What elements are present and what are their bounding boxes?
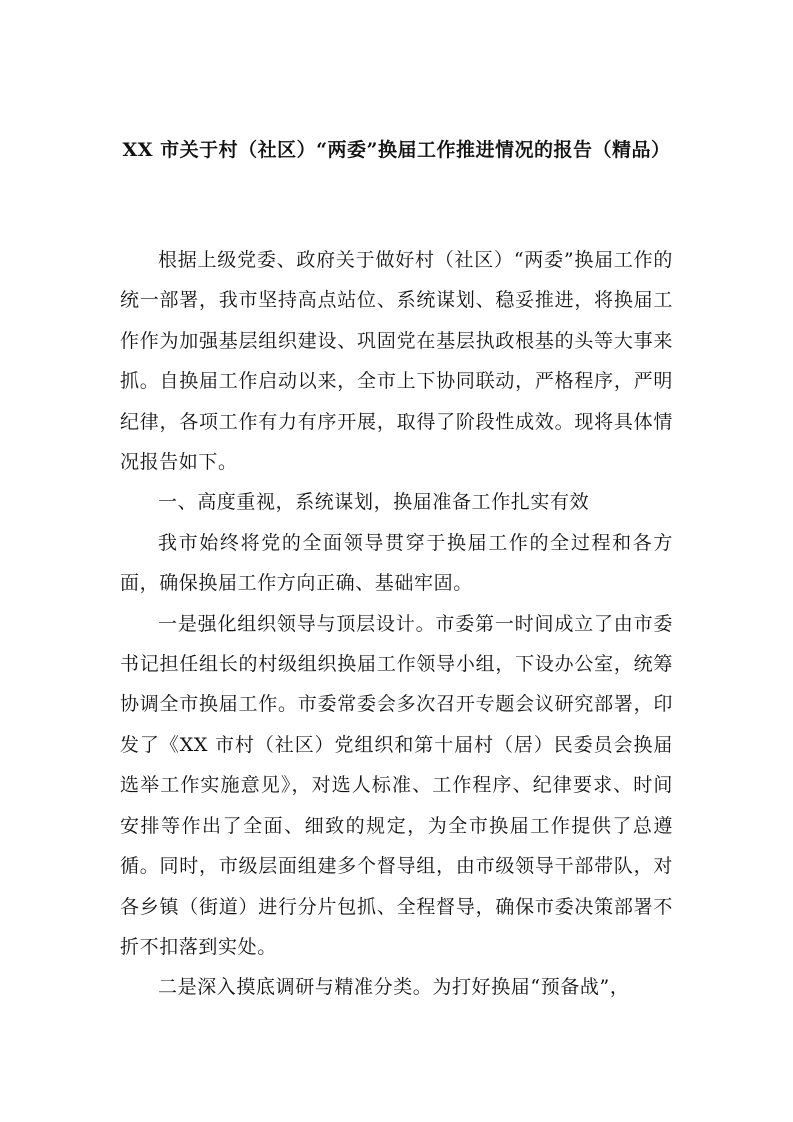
document-title: XX 市关于村（社区）“两委”换届工作推进情况的报告（精品） [122, 139, 671, 161]
document-body [120, 240, 673, 1008]
paragraph-intro: 根据上级党委、政府关于做好村（社区）“两委”换届工作的统一部署，我市坚持高点站位、系统谋划、稳妥推进，将换届工作作为加强基层组织建设、巩固党在基层执政根基的头等大事来抓。自换届工作启动以来，全市上下协同联动，严格程序，严明纪律，各项工作有力有序开展，取得了阶段性成效。现将具体情况报告如下。 [120, 249, 673, 474]
paragraph-section-1-intro: 我市始终将党的全面领导贯穿于换届工作的全过程和各方面，确保换届工作方向正确、基础牢固。 [120, 531, 673, 595]
paragraph-point-1: 一是强化组织领导与顶层设计。市委第一时间成立了由市委书记担任组长的村级组织换届工作领导小组，下设办公室，统筹协调全市换届工作。市委常委会多次召开专题会议研究部署，印发了《XX 市村（社区）党组织和第十届村（居）民委员会换届选举工作实施意见》，对选人标准、工作程序、纪律要求、时间安排等作出了全面、细致的规定，为全市换届工作提供了总遵循。同时，市级层面组建多个督导组，由市级领导干部带队，对各乡镇（街道）进行分片包抓、全程督导，确保市委决策部署不折不扣落到实处。 [120, 612, 673, 958]
paragraph-point-2: 二是深入摸底调研与精准分类。为打好换届“预备战”， [158, 976, 630, 999]
section-heading-1: 一、高度重视，系统谋划，换届准备工作扎实有效 [158, 491, 590, 514]
